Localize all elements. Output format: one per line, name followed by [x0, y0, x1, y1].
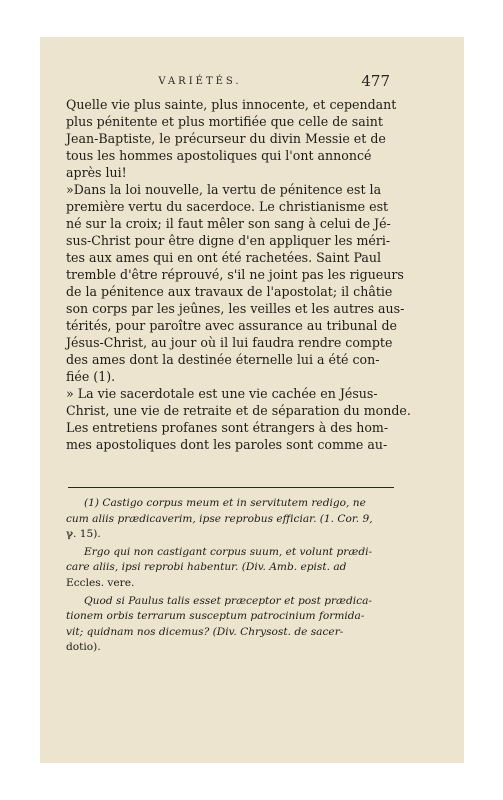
footnote-line: cum aliis prædicaverim, ipse reprobus efficiar. (1. Cor. 9, — [66, 512, 373, 525]
footnote-line: vit; quidnam nos dicemus? (Div. Chrysost. de sacer- — [66, 625, 344, 638]
page-number: 477 — [361, 72, 390, 90]
text-line: après lui! — [66, 165, 127, 180]
text-line: tes aux ames qui en ont été rachetées. Saint Paul — [66, 250, 382, 265]
text-line: première vertu du sacerdoce. Le christianisme est — [66, 199, 389, 214]
main-text — [66, 96, 411, 453]
running-title: VARIÉTÉS. — [158, 76, 242, 87]
footnote-2 — [66, 545, 394, 592]
text-line: Christ, une vie de retraite et de séparation du monde. — [66, 403, 411, 418]
text-line: térités, pour paroître avec assurance au tribunal de — [66, 318, 397, 333]
text-line: des ames dont la destinée éternelle lui a été con- — [66, 352, 380, 367]
text-line: né sur la croix; il faut mêler son sang à celui de Jé- — [66, 216, 391, 231]
footnote-line: Ergo qui non castigant corpus suum, et volunt prædi- — [84, 545, 373, 558]
footnote-line: tionem orbis terrarum susceptum patrocinium formida- — [66, 610, 365, 623]
text-line: son corps par les jeûnes, les veilles et les autres aus- — [66, 301, 405, 316]
footnote-line: Quod si Paulus talis esset præceptor et post prædica- — [84, 594, 372, 607]
text-line: sus-Christ pour être digne d'en appliquer les méri- — [66, 233, 391, 248]
text-line: plus pénitente et plus mortifiée que celle de saint — [66, 114, 383, 129]
page-header — [100, 72, 390, 96]
footnote-1 — [66, 496, 394, 543]
text-line: tremble d'être réprouvé, s'il ne joint pas les rigueurs — [66, 267, 404, 282]
text-line: Jean-Baptiste, le précurseur du divin Messie et de — [66, 131, 386, 146]
text-line: Jésus-Christ, au jour où il lui faudra rendre compte — [66, 335, 393, 350]
text-line: Les entretiens profanes sont étrangers à des hom- — [66, 420, 389, 435]
footnote-line: dotio). — [66, 641, 101, 654]
footnote-line: (1) Castigo corpus meum et in servitutem redigo, ne — [84, 497, 366, 509]
text-line: fiée (1). — [66, 369, 116, 384]
footnotes — [66, 496, 394, 658]
text-line: de la pénitence aux travaux de l'apostolat; il châtie — [66, 284, 393, 299]
footnote-line: ℽ. 15). — [66, 528, 101, 541]
text-line: » La vie sacerdotale est une vie cachée en Jésus- — [66, 386, 378, 401]
footnote-line: care aliis, ipsi reprobi habentur. (Div. Amb. epist. ad — [66, 561, 347, 574]
text-line: tous les hommes apostoliques qui l'ont annoncé — [66, 148, 372, 163]
footnote-line: Eccles. vere. — [66, 576, 135, 589]
footnote-3 — [66, 594, 394, 656]
text-line: »Dans la loi nouvelle, la vertu de pénitence est la — [66, 182, 382, 197]
text-line: mes apostoliques dont les paroles sont comme au- — [66, 437, 388, 452]
text-line: Quelle vie plus sainte, plus innocente, et cependant — [66, 97, 397, 112]
footnote-rule — [68, 487, 394, 488]
